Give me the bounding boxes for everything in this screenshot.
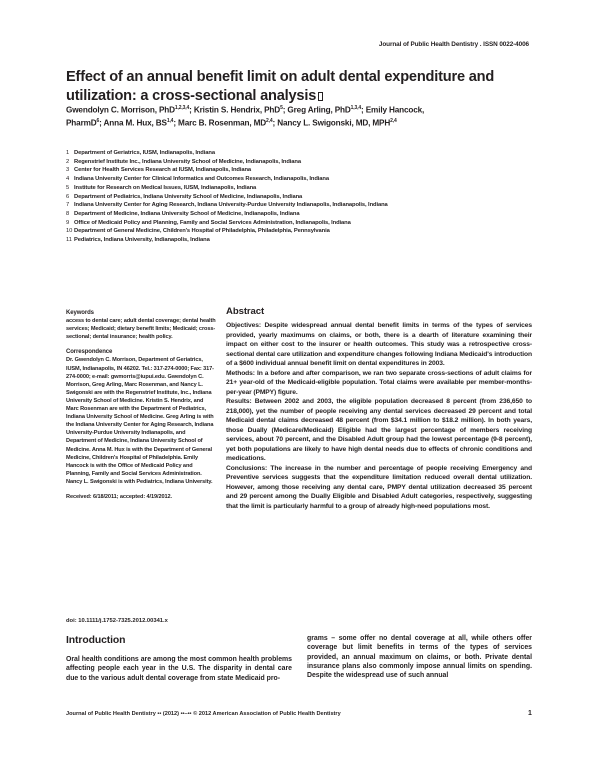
abstract-paragraph: Methods: In a before and after comparison, we ran two separate cross-sections of adult claims for 21+ year-old of the Medicaid-eligible population. Total claims were available per member-months-per-year (PMPY) figure. <box>226 369 532 396</box>
author-affiliation-marker: 6 <box>96 117 100 124</box>
abstract <box>226 306 532 511</box>
article-title <box>66 68 546 106</box>
affiliation-item <box>66 219 466 228</box>
abstract-heading: Abstract <box>226 306 265 317</box>
affiliation-number: 9 <box>66 219 70 226</box>
affiliation-text: Institute for Research on Medical Issues, IUSM, Indianapolis, Indiana <box>74 184 257 191</box>
author-name: Greg Arling, PhD <box>287 105 351 115</box>
affiliation-number: 10 <box>66 228 73 235</box>
affiliation-text: Indiana University Center for Clinical Informatics and Outcomes Research, Indianapolis, Indiana <box>74 176 329 183</box>
introduction-left-column: Oral health conditions are among the most common health problems affecting people each year in the U.S. The disparity in dental care due to the various adult dental coverage from state Medicaid pro- <box>66 656 292 682</box>
affiliation-number: 4 <box>66 176 70 183</box>
affiliation-item <box>66 236 466 245</box>
author-list: Gwendolyn C. Morrison, PhD$^{1,2,3,4}$; Kristin S. Hendrix, PhD$^5$; Greg Arling, PhD$^{1,3,4}$; Emily Hancock, PharmD$^6$; Anna M. Hux, BS$^{1,4}$; Marc B. Rosenman, MD$^{2,4}$; Nancy L. Swigonski, MD, MPH$^{2,4}$ <box>66 105 425 128</box>
received-date: Received: 6/18/2011; accepted: 4/19/2012. <box>66 493 172 500</box>
affiliation-item <box>66 166 466 175</box>
affiliation-text: Department of Medicine, Indiana University School of Medicine, Indianapolis, Indiana <box>74 210 300 217</box>
author-affiliation-marker: 2,4 <box>266 117 273 124</box>
sidebar-column <box>66 309 216 508</box>
affiliation-text: Department of General Medicine, Children's Hospital of Philadelphia, Philadelphia, Pennsylvania <box>74 228 330 235</box>
footer-citation: Journal of Public Health Dentistry •• (2012) ••–•• © 2012 American Association of Public Health Dentistry <box>66 711 341 717</box>
keywords-text: access to dental care; adult dental coverage; dental health services; Medicaid; dietary benefit limits; Medicaid; cross-sectional; dental insurance; health policy. <box>66 318 216 341</box>
title-text: Effect of an annual benefit limit on adult dental expenditure and utilization: a cross-sectional analysis <box>66 69 495 104</box>
abstract-section-label: Objectives: <box>226 322 265 329</box>
affiliation-item <box>66 184 466 193</box>
keywords-block <box>66 309 216 341</box>
keywords-heading: Keywords <box>66 310 94 316</box>
doi-link[interactable]: doi: 10.1111/j.1752-7325.2012.00341.x <box>66 618 168 624</box>
affiliation-number: 3 <box>66 167 70 174</box>
affiliation-text: Center for Health Services Research at IUSM, Indianapolis, Indiana <box>74 167 252 174</box>
introduction-heading: Introduction <box>66 635 126 646</box>
author-name: Marc B. Rosenman, MD <box>178 118 267 128</box>
author-name: Emily Hancock, PharmD <box>66 105 425 128</box>
affiliation-item <box>66 149 466 158</box>
abstract-paragraph: Conclusions: The increase in the number and percentage of people receiving Emergency and Preventive services suggests that the expenditure limitation reduced overall dental utilization. However, among those receiving any dental care, PMPY dental utilization decreased 35 percent and 29 percent among the Dually Eligible and Disabled Adult categories, respectively, suggesting that the limit is particularly harmful to a group of already high-need populations most. <box>226 464 532 510</box>
affiliation-number: 11 <box>66 237 72 244</box>
affiliation-number: 7 <box>66 202 70 209</box>
affiliation-item <box>66 201 466 210</box>
introduction-right-column: grams – some offer no dental coverage at all, while others offer coverage but limit benefits in terms of the types of services provided, an annual maximum on claims, or both. Private dental insurance plans also commonly impose annual limits on spending. Despite the widespread use of such annual <box>307 635 532 680</box>
affiliation-number: 6 <box>66 193 70 200</box>
affiliation-text: Pediatrics, Indiana University, Indianapolis, Indiana <box>74 237 210 244</box>
author-affiliation-marker: 5 <box>280 105 283 111</box>
affiliation-number: 2 <box>66 158 70 165</box>
author-affiliation-marker: 1,3,4 <box>350 105 362 111</box>
author-name: Nancy L. Swigonski, MD, MPH <box>277 118 391 128</box>
affiliation-item <box>66 210 466 219</box>
author-affiliation-marker: 1,2,3,4 <box>174 105 190 111</box>
author-name: Anna M. Hux, BS <box>103 118 167 128</box>
page-number: 1 <box>528 710 532 717</box>
running-head: Journal of Public Health Dentistry . ISSN 0022-4006 <box>378 41 529 48</box>
affiliation-text: Regenstrief Institute Inc., Indiana University School of Medicine, Indianapolis, Indiana <box>74 158 301 165</box>
affiliation-item <box>66 193 466 202</box>
abstract-paragraph: Results: Between 2002 and 2003, the eligible population decreased 8 percent (from 236,650 to 218,000), yet the number of people receiving any dental services decreased 29 percent and total Medicaid dental claims decreased 48 percent (from $34.1 million to $18.2 million). In both years, those Dually (Medicare/Medicaid) Eligible had the largest percentage of members receiving services, about 70 percent, and the Disabled Adult group had the lowest percentage (9-8 percent), yet both populations are likely to have high dental needs due to effects of chronic conditions and medications. <box>226 398 532 462</box>
affiliation-text: Indiana University Center for Aging Research, Indiana University-Purdue University Indianapolis, Indianapolis, Indiana <box>74 202 388 209</box>
affiliation-list <box>66 149 466 245</box>
correspondence-block <box>66 348 216 486</box>
affiliation-item <box>66 175 466 184</box>
abstract-paragraph: Objectives: Despite widespread annual dental benefit limits in terms of the types of services provided, yearly maximums on claims, or both, there is a dearth of literature examining their impact on either cost to the insurer or health outcomes. This study was a retrospective cross-sectional dental care utilization and expenditure changes following Indiana Medicaid's introduction of a $600 individual annual benefit limit on dental expenditures in 2003. <box>226 322 532 367</box>
crossmark-icon[interactable] <box>318 92 323 101</box>
author-affiliation-marker: 1,4 <box>166 117 174 124</box>
affiliation-item <box>66 227 466 236</box>
correspondence-heading: Correspondence <box>66 349 113 356</box>
author-affiliation-marker: 2,4 <box>390 117 397 124</box>
author-name: Gwendolyn C. Morrison, PhD <box>66 105 175 115</box>
affiliation-number: 5 <box>66 184 70 191</box>
affiliation-item <box>66 158 466 167</box>
correspondence-text: Dr. Gwendolyn C. Morrison, Department of Geriatrics, IUSM, Indianapolis, IN 46202. Tel.: 317-274-0000; Fax: 317-274-0000; e-mail: gwmorris@iupui.edu. Gwendolyn C. Morrison, Greg Arling, Marc Rosenman, and Nancy L. Swigonski are with the Regenstrief Institute, Inc., Indiana University School of Medicine. Kristin S. Hendrix, and Marc Rosenman are with the Department of Pediatrics, Indiana University School of Medicine. Greg Arling is with the Indiana University Center for Aging Research, Indiana University-Purdue University Indianapolis, and Department of Medicine, Indiana University School of Medicine. Anna M. Hux is with the Department of General Medicine, Children's Hospital of Philadelphia. Emily Hancock is with the Office of Medicaid Policy and Planning, Family and Social Services Administration. Nancy L. Swigonski is with Pediatrics, Indiana University. <box>66 357 214 485</box>
abstract-section-label: Conclusions: <box>226 464 271 472</box>
affiliation-number: 8 <box>66 210 70 217</box>
author-name: Kristin S. Hendrix, PhD <box>193 105 281 115</box>
abstract-section-label: Methods: <box>226 369 257 377</box>
affiliation-number: 1 <box>66 150 70 156</box>
affiliation-text: Office of Medicaid Policy and Planning, Family and Social Services Administration, Indianapolis, Indiana <box>74 219 351 226</box>
affiliation-text: Department of Pediatrics, Indiana University School of Medicine, Indianapolis, Indiana <box>74 193 303 200</box>
affiliation-text: Department of Geriatrics, IUSM, Indianapolis, Indiana <box>74 150 215 156</box>
abstract-sections <box>226 321 532 511</box>
abstract-section-label: Results: <box>226 398 255 405</box>
